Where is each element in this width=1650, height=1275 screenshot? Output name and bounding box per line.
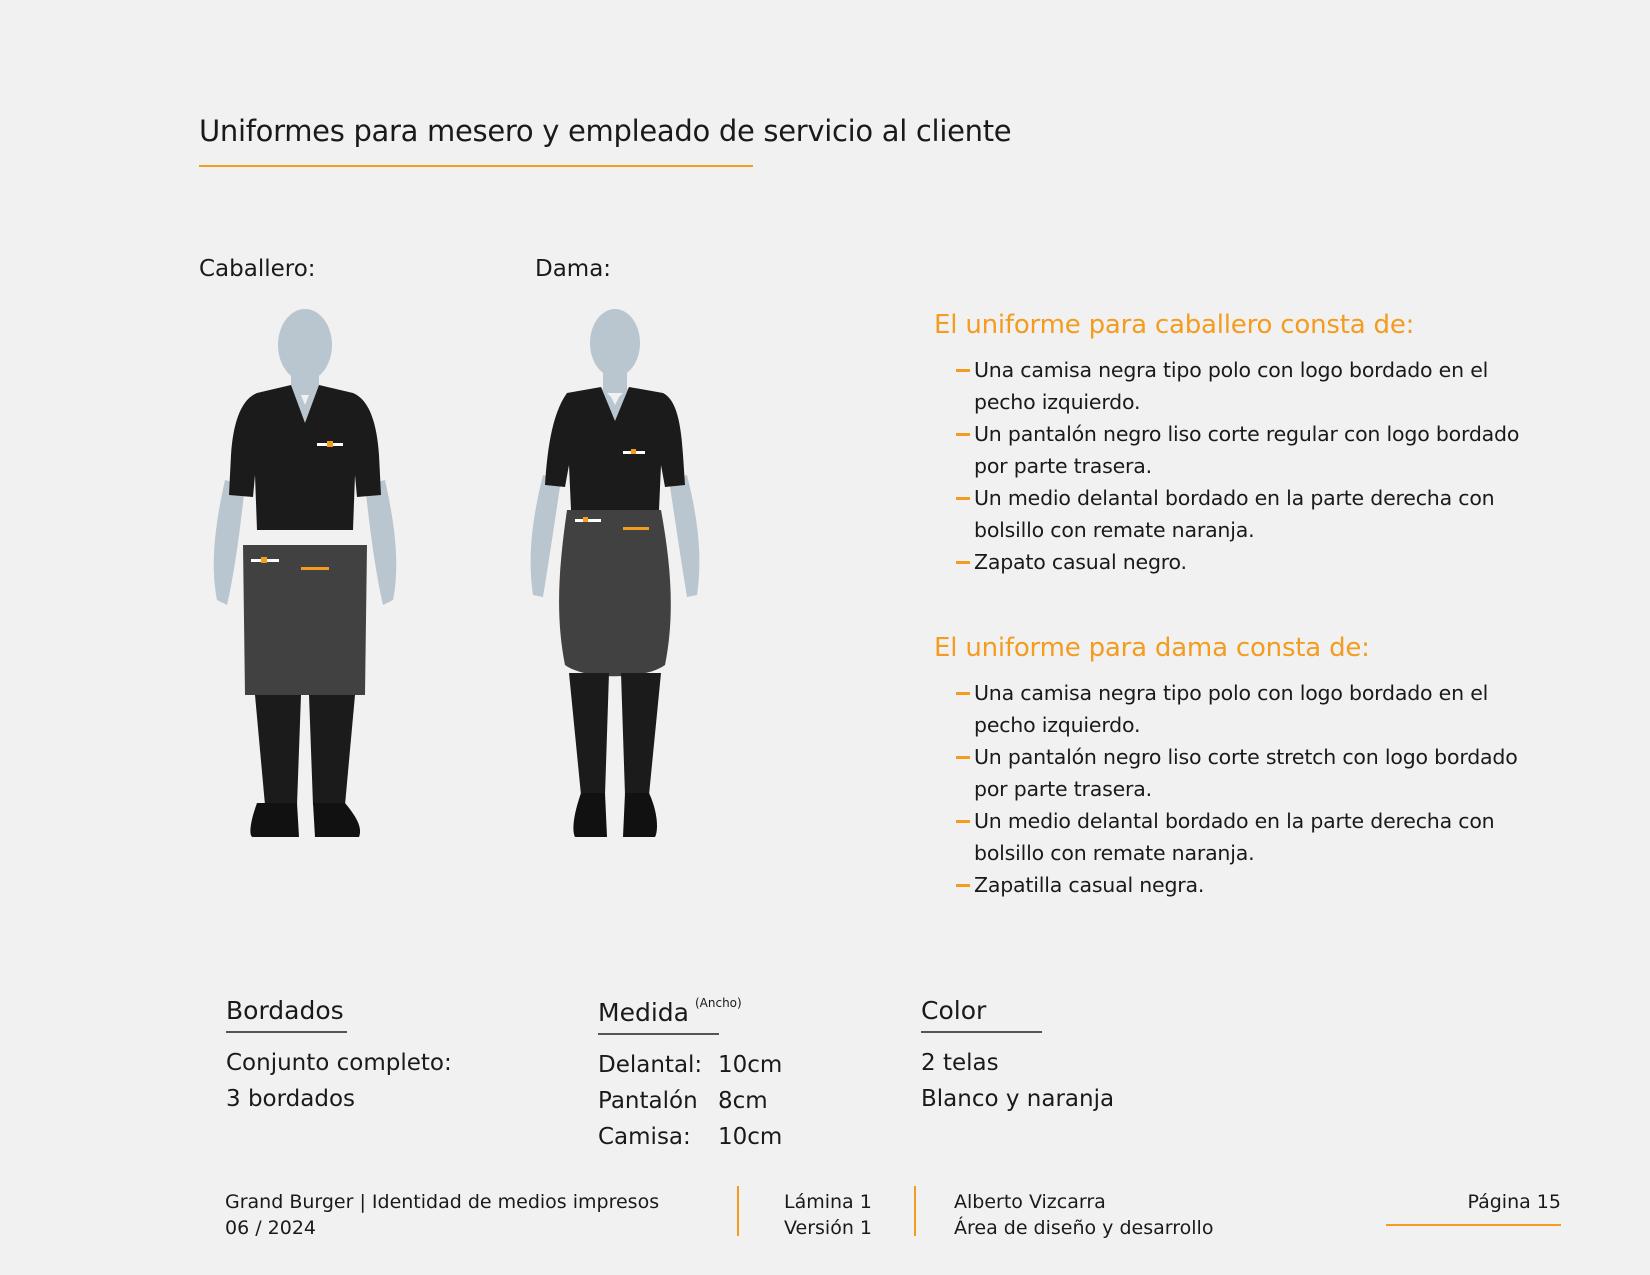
footer-divider <box>737 1186 739 1236</box>
list-item: Un pantalón negro liso corte regular con logo bordado por parte trasera. <box>956 418 1554 482</box>
bordados-line-2: 3 bordados <box>226 1086 356 1112</box>
medida-key: Pantalón <box>598 1088 698 1114</box>
footer-version-info <box>784 1189 872 1241</box>
male-figure-label: Caballero: <box>199 256 316 282</box>
medida-value: 10cm <box>718 1052 783 1078</box>
medida-value: 8cm <box>718 1088 768 1114</box>
medida-key: Camisa: <box>598 1124 691 1150</box>
footer-document-info <box>225 1189 659 1241</box>
medida-note: (Ancho) <box>694 996 742 1010</box>
page-number-underline <box>1386 1224 1561 1226</box>
footer-version: Versión 1 <box>784 1217 872 1239</box>
color-spec <box>921 996 1114 1117</box>
list-item: Un medio delantal bordado en la parte derecha con bolsillo con remate naranja. <box>956 482 1554 546</box>
bordados-spec <box>226 996 452 1117</box>
footer-author: Alberto Vizcarra <box>954 1191 1106 1213</box>
footer-lamina: Lámina 1 <box>784 1191 872 1213</box>
color-underline <box>921 1031 1042 1033</box>
female-uniform-section <box>934 633 1554 901</box>
female-figure-label: Dama: <box>535 256 612 282</box>
footer-area: Área de diseño y desarrollo <box>954 1217 1214 1239</box>
footer-divider <box>914 1186 916 1236</box>
list-item: Una camisa negra tipo polo con logo bordado en el pecho izquierdo. <box>956 354 1554 418</box>
medida-row <box>598 1047 782 1083</box>
bordados-underline <box>226 1031 347 1033</box>
list-item: Zapatilla casual negra. <box>956 869 1554 901</box>
male-uniform-section <box>934 310 1554 578</box>
page-title: Uniformes para mesero y empleado de servicio al cliente <box>199 114 1012 148</box>
page-number: Página 15 <box>1467 1191 1561 1213</box>
footer-author-info <box>954 1189 1213 1241</box>
title-underline <box>199 165 753 167</box>
medida-underline <box>598 1033 719 1035</box>
medida-row <box>598 1119 782 1155</box>
bordados-line-1: Conjunto completo: <box>226 1050 452 1076</box>
list-item: Un medio delantal bordado en la parte derecha con bolsillo con remate naranja. <box>956 805 1554 869</box>
footer-doc-title: Grand Burger | Identidad de medios impresos <box>225 1191 660 1213</box>
color-line-1: 2 telas <box>921 1050 999 1076</box>
color-line-2: Blanco y naranja <box>921 1086 1115 1112</box>
medida-row <box>598 1083 782 1119</box>
color-heading: Color <box>921 996 987 1025</box>
footer-date: 06 / 2024 <box>225 1217 317 1239</box>
male-uniform-illustration <box>205 305 405 845</box>
male-uniform-list <box>934 354 1554 578</box>
female-uniform-list <box>934 677 1554 901</box>
list-item: Zapato casual negro. <box>956 546 1554 578</box>
medida-key: Delantal: <box>598 1052 703 1078</box>
list-item: Una camisa negra tipo polo con logo bordado en el pecho izquierdo. <box>956 677 1554 741</box>
medida-heading: Medida <box>598 998 689 1027</box>
bordados-heading: Bordados <box>226 996 344 1025</box>
medida-value: 10cm <box>718 1124 783 1150</box>
medida-spec <box>598 996 782 1155</box>
male-uniform-heading: El uniforme para caballero consta de: <box>934 310 1415 340</box>
female-uniform-illustration <box>525 305 705 845</box>
list-item: Un pantalón negro liso corte stretch con logo bordado por parte trasera. <box>956 741 1554 805</box>
female-uniform-heading: El uniforme para dama consta de: <box>934 633 1370 663</box>
